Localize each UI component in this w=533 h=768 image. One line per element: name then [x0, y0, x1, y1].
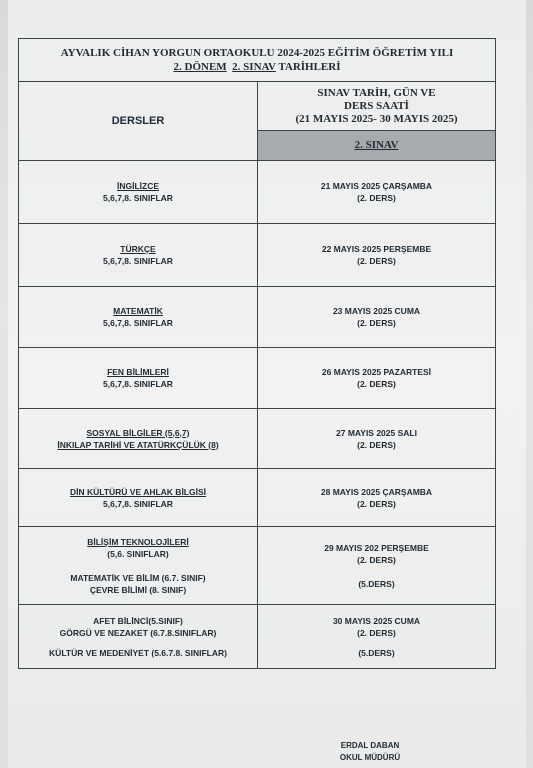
course-cell: SOSYAL BİLGİLER (5,6,7) İNKILAP TARİHİ VE ATATÜRKÇÜLÜK (8) — [19, 409, 258, 469]
table-row — [19, 224, 496, 287]
title-line-2: 2. DÖNEM 2. SINAV TARİHLERİ — [173, 61, 341, 73]
date-cell: 27 MAYIS 2025 SALI (2. DERS) — [258, 409, 496, 469]
title-line-1: AYVALIK CİHAN YORGUN ORTAOKULU 2024-2025 EĞİTİM ÖĞRETİM YILI — [60, 47, 454, 59]
signature-block — [330, 740, 410, 764]
table-row — [19, 469, 496, 527]
table-row — [19, 605, 496, 669]
date-cell: 30 MAYIS 2025 CUMA (2. DERS) (5.DERS) — [258, 605, 496, 669]
date-cell: 22 MAYIS 2025 PERŞEMBE (2. DERS) — [258, 224, 496, 287]
course-cell: BİLİŞİM TEKNOLOJİLERİ (5,6. SINIFLAR) MATEMATİK VE BİLİM (6.7. SINIF) ÇEVRE BİLİMİ (8. SINIF) — [19, 527, 258, 605]
document-page — [8, 0, 526, 768]
course-cell: DİN KÜLTÜRÜ VE AHLAK BİLGİSİ 5,6,7,8. SINIFLAR — [19, 469, 258, 527]
course-cell: TÜRKÇE 5,6,7,8. SINIFLAR — [19, 224, 258, 287]
date-cell: 23 MAYIS 2025 CUMA (2. DERS) — [258, 287, 496, 348]
table-row — [19, 409, 496, 469]
table-row — [19, 527, 496, 605]
date-cell: 21 MAYIS 2025 ÇARŞAMBA (2. DERS) — [258, 161, 496, 224]
document-title — [19, 39, 496, 82]
column-header-exam-date: SINAV TARİH, GÜN VE DERS SAATİ (21 MAYIS 2025- 30 MAYIS 2025) 2. SINAV — [258, 82, 496, 161]
table-row — [19, 161, 496, 224]
exam-number-subheader: 2. SINAV — [258, 130, 495, 160]
table-row — [19, 287, 496, 348]
principal-name: ERDAL DABAN — [340, 741, 400, 750]
date-cell: 29 MAYIS 202 PERŞEMBE (2. DERS) (5.DERS) — [258, 527, 496, 605]
course-cell: FEN BİLİMLERİ 5,6,7,8. SINIFLAR — [19, 348, 258, 409]
table-row — [19, 348, 496, 409]
date-cell: 26 MAYIS 2025 PAZARTESİ (2. DERS) — [258, 348, 496, 409]
course-cell: AFET BİLİNCİ(5.SINIF) GÖRGÜ VE NEZAKET (6.7.8.SINIFLAR) KÜLTÜR VE MEDENİYET (5.6.7.8. SINIFLAR) — [19, 605, 258, 669]
course-cell: İNGİLİZCE 5,6,7,8. SINIFLAR — [19, 161, 258, 224]
principal-title: OKUL MÜDÜRÜ — [339, 753, 401, 762]
course-cell: MATEMATİK 5,6,7,8. SINIFLAR — [19, 287, 258, 348]
date-cell: 28 MAYIS 2025 ÇARŞAMBA (2. DERS) — [258, 469, 496, 527]
column-header-courses: DERSLER — [19, 82, 258, 161]
exam-schedule-table — [18, 38, 496, 669]
